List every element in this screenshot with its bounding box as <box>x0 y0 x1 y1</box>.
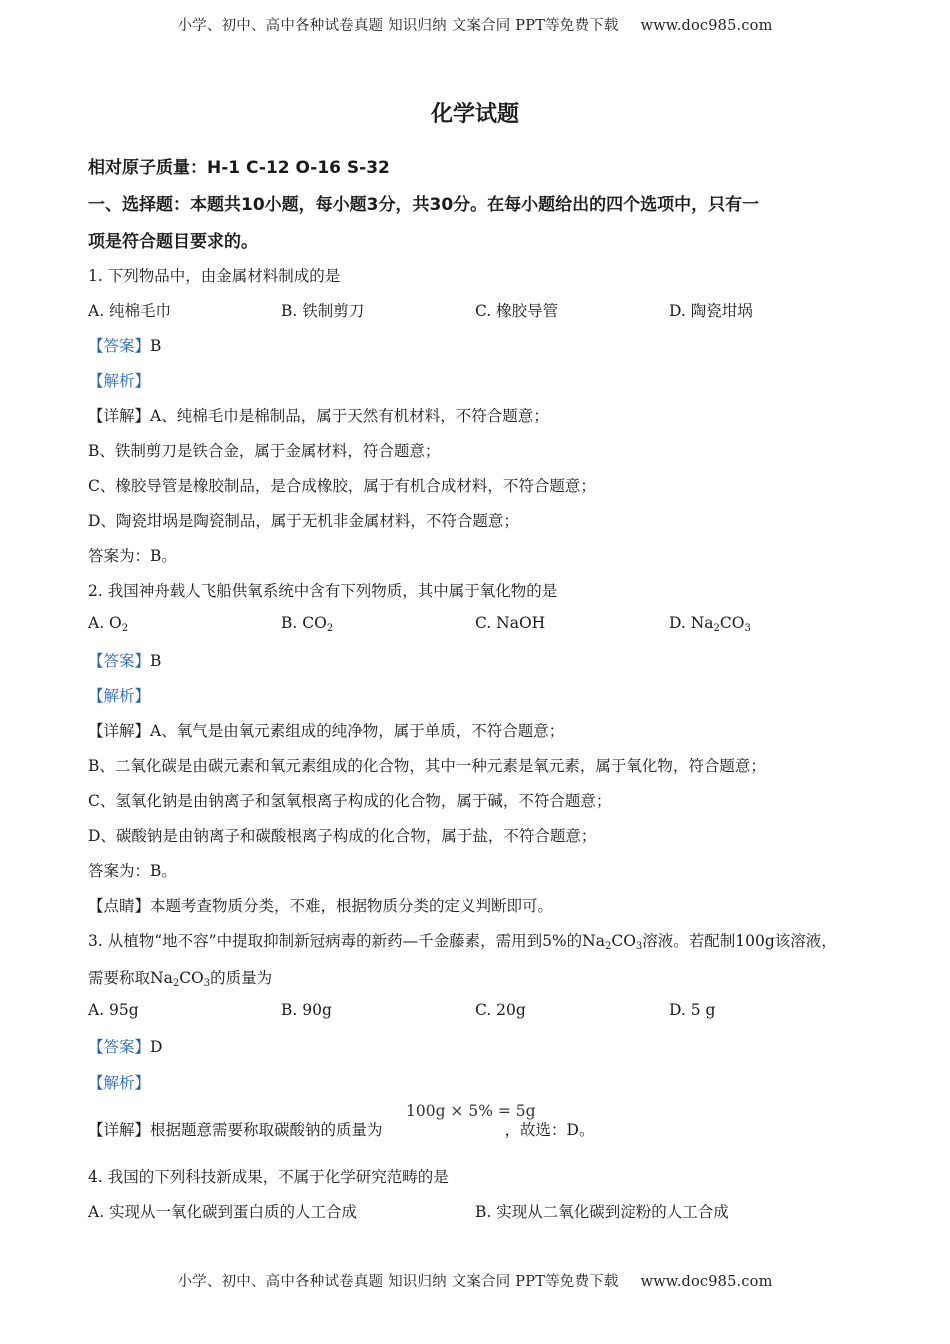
q2-a-text: A. O <box>88 614 122 632</box>
section1-heading-line2: 项是符合题目要求的。 <box>88 232 258 252</box>
q2-final-answer: 答案为：B。 <box>88 862 177 880</box>
header-text: 小学、初中、高中各种试卷真题 知识归纳 文案合同 PPT等免费下载 <box>177 18 619 34</box>
q2-answer-value: B <box>150 652 162 670</box>
q2-comment-text: 本题考查物质分类，不难，根据物质分类的定义判断即可。 <box>150 897 554 915</box>
q3-answer <box>88 1035 162 1057</box>
footer-text: 小学、初中、高中各种试卷真题 知识归纳 文案合同 PPT等免费下载 <box>177 1274 619 1290</box>
q2-comment <box>88 894 553 916</box>
q1-answer <box>88 334 161 356</box>
q2-d-sub1: 2 <box>713 623 720 634</box>
q2-option-c: C. NaOH <box>475 614 546 632</box>
q3-formula: 100g × 5% = 5g <box>406 1102 536 1120</box>
q1-detail-2: B、铁制剪刀是铁合金，属于金属材料，符合题意； <box>88 442 441 460</box>
q3-detail-pre: 根据题意需要称取碳酸钠的质量为 <box>150 1121 383 1139</box>
q3-stem-line1 <box>88 929 837 951</box>
q3-stem-mid: CO <box>611 932 636 950</box>
section1-heading-line1: 一、选择题：本题共10小题，每小题3分，共30分。在每小题给出的四个选项中，只有一 <box>88 195 760 215</box>
q3-option-a: A. 95g <box>88 1001 139 1019</box>
page-header <box>0 14 950 35</box>
q2-option-d <box>669 614 751 632</box>
q2-option-b <box>281 614 333 632</box>
q1-option-c: C. 橡胶导管 <box>475 302 559 320</box>
q1-detail-1-text: A、纯棉毛巾是棉制品，属于天然有机材料，不符合题意； <box>150 407 549 425</box>
q2-detail-4: D、碳酸钠是由钠离子和碳酸根离子构成的化合物，属于盐，不符合题意； <box>88 827 597 845</box>
q2-d-mid: CO <box>719 614 745 632</box>
q1-option-d: D. 陶瓷坩埚 <box>669 302 753 320</box>
detail-tag: 【详解】 <box>88 1121 151 1139</box>
q1-stem: 1. 下列物品中，由金属材料制成的是 <box>88 267 341 285</box>
q3-analysis-tag: 【解析】 <box>88 1074 151 1092</box>
q2-b-text: B. CO <box>281 614 327 632</box>
detail-tag: 【详解】 <box>88 407 151 425</box>
detail-tag: 【详解】 <box>88 722 151 740</box>
q2-option-a <box>88 614 128 632</box>
q1-option-b: B. 铁制剪刀 <box>281 302 365 320</box>
q3-detail-post: ，故选：D。 <box>504 1121 595 1139</box>
q1-analysis-tag: 【解析】 <box>88 372 151 390</box>
q3-stem2-sub1: 2 <box>172 978 180 989</box>
q4-option-a: A. 实现从一氧化碳到蛋白质的人工合成 <box>88 1203 358 1221</box>
q1-detail-1 <box>88 404 549 426</box>
q3-stem-sub1: 2 <box>604 941 612 952</box>
q3-stem-post: 溶液。若配制100g该溶液， <box>642 932 837 950</box>
q1-option-a: A. 纯棉毛巾 <box>88 302 172 320</box>
answer-tag: 【答案】 <box>88 337 151 355</box>
answer-tag: 【答案】 <box>88 1038 151 1056</box>
q3-stem-pre: 3. 从植物“地不容”中提取抑制新冠病毒的新药—千金藤素，需用到5%的Na <box>88 932 605 950</box>
footer-site-link[interactable]: www.doc985.com <box>640 1274 773 1290</box>
q1-detail-4: D、陶瓷坩埚是陶瓷制品，属于无机非金属材料，不符合题意； <box>88 512 519 530</box>
q3-stem-line2 <box>88 966 272 988</box>
q1-final-answer: 答案为：B。 <box>88 547 177 565</box>
q2-answer <box>88 649 161 671</box>
q3-stem2-sub2: 3 <box>203 978 211 989</box>
q2-detail-2: B、二氧化碳是由碳元素和氧元素组成的化合物，其中一种元素是氧元素，属于氧化物，符合题意； <box>88 757 766 775</box>
q3-option-b: B. 90g <box>281 1001 332 1019</box>
q2-stem: 2. 我国神舟载人飞船供氧系统中含有下列物质，其中属于氧化物的是 <box>88 582 558 600</box>
q2-a-sub: 2 <box>121 623 129 634</box>
page-footer <box>0 1270 950 1291</box>
q3-stem2-mid: CO <box>179 969 204 987</box>
answer-tag: 【答案】 <box>88 652 151 670</box>
q1-answer-value: B <box>150 337 162 355</box>
q4-option-b: B. 实现从二氧化碳到淀粉的人工合成 <box>475 1203 729 1221</box>
q1-detail-3: C、橡胶导管是橡胶制品，是合成橡胶，属于有机合成材料，不符合题意； <box>88 477 596 495</box>
q3-stem2-pre: 需要称取Na <box>88 969 173 987</box>
q3-option-d: D. 5 g <box>669 1001 716 1019</box>
q2-detail-1-text: A、氧气是由氧元素组成的纯净物，属于单质，不符合题意； <box>150 722 565 740</box>
q2-analysis-tag: 【解析】 <box>88 687 151 705</box>
q2-b-sub: 2 <box>326 623 334 634</box>
q4-stem: 4. 我国的下列科技新成果，不属于化学研究范畴的是 <box>88 1168 449 1186</box>
q3-detail <box>88 1118 594 1140</box>
header-site-link[interactable]: www.doc985.com <box>640 18 773 34</box>
q3-answer-value: D <box>150 1038 163 1056</box>
q3-option-c: C. 20g <box>475 1001 526 1019</box>
q2-d-sub2: 3 <box>744 623 751 634</box>
page-title: 化学试题 <box>430 102 519 127</box>
q2-d-text: D. Na <box>669 614 714 632</box>
q2-detail-1 <box>88 719 564 741</box>
atomic-mass-line: 相对原子质量：H-1 C-12 O-16 S-32 <box>88 158 390 178</box>
q3-stem-sub2: 3 <box>635 941 643 952</box>
q2-detail-3: C、氢氧化钠是由钠离子和氢氧根离子构成的化合物，属于碱，不符合题意； <box>88 792 612 810</box>
q3-stem2-post: 的质量为 <box>210 969 273 987</box>
comment-tag: 【点睛】 <box>88 897 151 915</box>
